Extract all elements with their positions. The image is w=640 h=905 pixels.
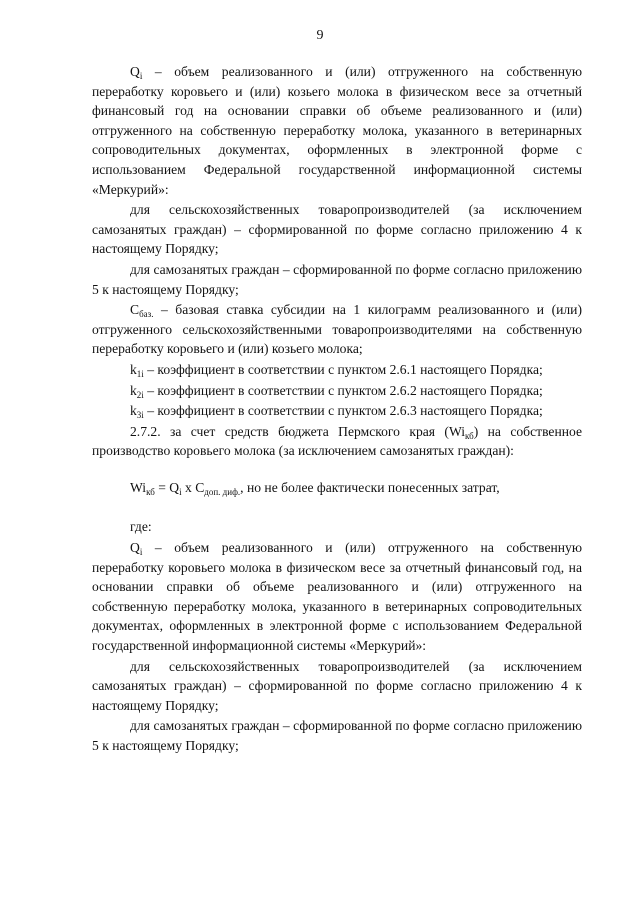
paragraph-qi-definition-2	[92, 538, 582, 656]
k1-subscript: 1i	[136, 368, 144, 379]
paragraph-self-employed-2: для самозанятых граждан – сформированной по форме согласно приложению 5 к настоящему Порядку;	[92, 718, 582, 753]
page-number: 9	[316, 28, 324, 43]
qi-subscript: i	[139, 71, 143, 81]
k2-symbol: k	[130, 382, 137, 398]
formula-eq: = Q	[154, 479, 180, 495]
k2-subscript: 2i	[136, 389, 144, 400]
item-272-text-a: 2.7.2. за счет средств бюджета Пермского края (Wi	[130, 423, 466, 439]
paragraph-agri-producers-2: для сельскохозяйственных товаропроизводителей (за исключением самозанятых граждан) – сформированной по форме согласно приложению 4 к настоящему Порядку;	[92, 658, 582, 713]
qi-symbol-2: Q	[130, 540, 140, 556]
paragraph-k3-definition	[92, 401, 582, 421]
item-272-text-b: ) на собственное производство коровьего молока (за исключением самозанятых граждан):	[92, 423, 582, 459]
cbaz-subscript: баз.	[139, 309, 154, 320]
qi-subscript-2: i	[139, 547, 143, 558]
paragraph-cbaz-definition	[92, 300, 582, 359]
formula-tail: , но не более фактически понесенных затрат,	[240, 479, 500, 495]
formula-q-subscript: i	[179, 486, 182, 497]
qi-symbol: Q	[130, 64, 140, 79]
k3-subscript: 3i	[136, 410, 144, 421]
k3-text: – коэффициент в соответствии с пунктом 2.6.3 настоящего Порядка;	[143, 403, 543, 419]
paragraph-k1-definition	[92, 360, 582, 380]
k2-text: – коэффициент в соответствии с пунктом 2.6.2 настоящего Порядка;	[143, 382, 543, 398]
k3-symbol: k	[130, 403, 137, 419]
where-label: где:	[130, 519, 152, 535]
formula-w-subscript: кб	[146, 486, 155, 497]
qi-text: – объем реализованного и (или) отгруженного на собственную переработку коровьего и (или) козьего молока в физическом весе за отчетный финансовый год на основании справки об объеме реализованного и (или) отгруженного на собственную переработку молока, указанного в ветеринарных сопроводительных документах, оформленных в электронной форме с использованием Федеральной государственной информационной системы «Меркурий»:	[92, 64, 582, 197]
item-272-subscript: кб	[465, 430, 474, 441]
k1-symbol: k	[130, 361, 137, 377]
formula	[92, 478, 582, 498]
paragraph-agri-producers: для сельскохозяйственных товаропроизводителей (за исключением самозанятых граждан) – сформированной по форме согласно приложению 4 к настоящему Порядку;	[92, 202, 582, 257]
cbaz-text: – базовая ставка субсидии на 1 килограмм реализованного и (или) отгруженного сельскохозяйственными товаропроизводителями на собственную переработку коровьего и (или) козьего молока;	[92, 302, 582, 357]
formula-c-subscript: доп. диф.	[204, 486, 241, 497]
formula-w: Wi	[130, 479, 147, 495]
paragraph-k2-definition	[92, 381, 582, 401]
document-body	[92, 62, 582, 757]
paragraph-self-employed: для самозанятых граждан – сформированной по форме согласно приложению 5 к настоящему Порядку;	[92, 261, 582, 297]
qi-text-2: – объем реализованного и (или) отгруженного на собственную переработку коровьего молока в физическом весе за отчетный финансовый год, на основании справки об объеме реализованного и (или) отгруженного на собственную переработку молока, указанного в ветеринарных сопроводительных документах, оформленных в электронной форме с использованием Федеральной государственной информационной системы «Меркурий»:	[92, 540, 582, 654]
paragraph-item-2-7-2	[92, 422, 582, 461]
paragraph-qi-definition	[92, 62, 582, 199]
cbaz-symbol: С	[130, 302, 140, 318]
k1-text: – коэффициент в соответствии с пунктом 2.6.1 настоящего Порядка;	[143, 361, 543, 377]
formula-x: х С	[181, 479, 205, 495]
